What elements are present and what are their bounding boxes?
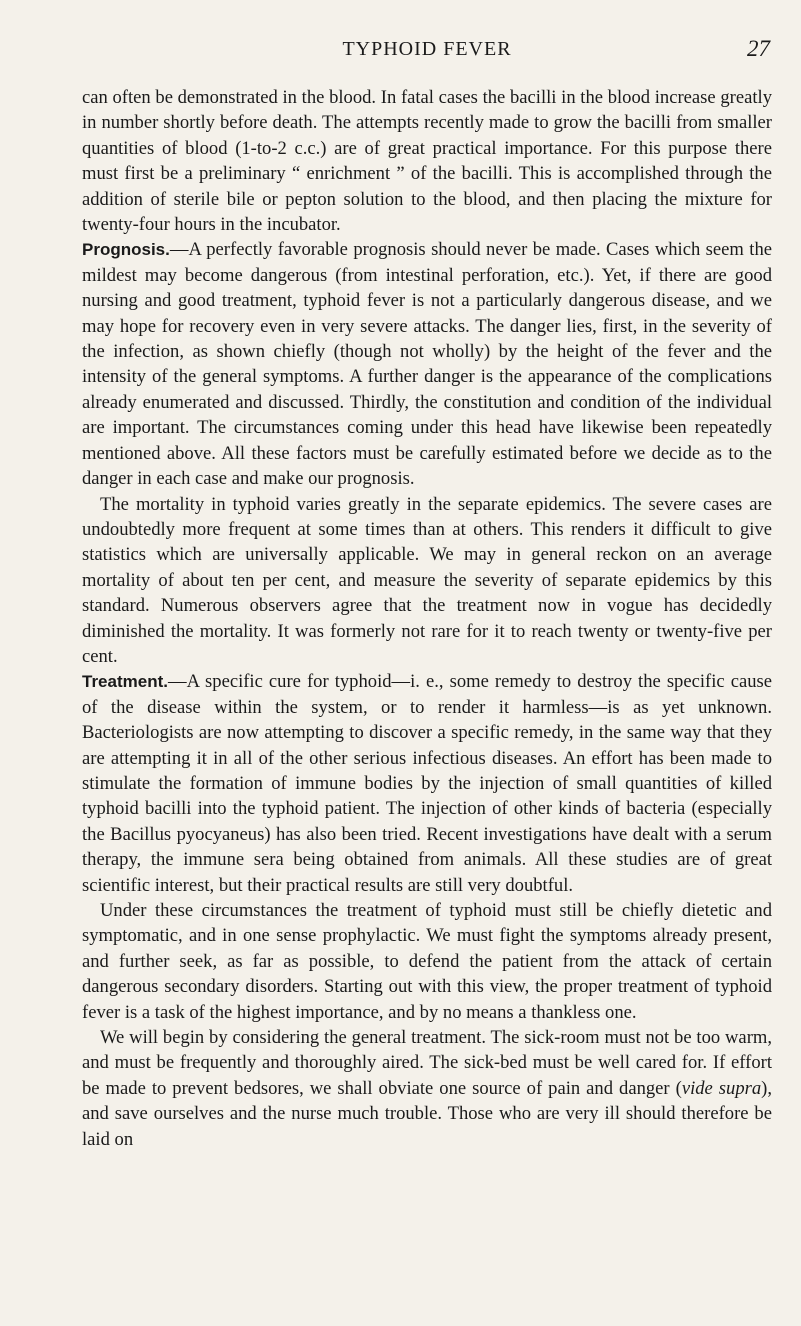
paragraph [82,898,772,1025]
section-heading-prognosis: Prognosis. [82,240,170,260]
page-number: 27 [747,36,770,61]
paragraph [82,1025,772,1152]
paragraph-text: We will begin by considering the general treatment. The sick-room must not be too warm, and must be frequently and thoroughly aired. The sick-bed must be well cared for. If effort be made to prevent bedsores, we shall obviate one source of pain and danger ( [82,1027,772,1099]
paragraph [82,492,772,670]
paragraph-prognosis [82,237,772,491]
paragraph-text: can often be demonstrated in the blood. In fatal cases the bacilli in the blood increase greatly in number shortly before death. The attempts recently made to grow the bacilli from smaller quantities of blood (1-to-2 c.c.) are of great practical importance. For this purpose there must first be a preliminary “ enrichment ” of the bacilli. This is accomplished through the addition of sterile bile or pepton solution to the blood, and then placing the mixture for twenty-four hours in the incubator. [82,87,772,236]
page-header [82,36,772,66]
running-title: TYPHOID FEVER [342,38,512,60]
paragraph-text: Under these circumstances the treatment of typhoid must still be chiefly dietetic and symptomatic, and in one sense prophylactic. We must fight the symptoms already present, and further seek, as far as possible, to defend the patient from the attack of certain dangerous secondary disorders. Starting out with this view, the proper treatment of typhoid fever is a task of the highest importance, and by no means a thankless one. [82,900,772,1023]
body-text [82,85,772,1152]
section-heading-treatment: Treatment. [82,672,168,692]
paragraph [82,85,772,237]
paragraph-text: —A specific cure for typhoid—i. e., some remedy to destroy the specific cause of the disease within the system, or to render it harmless—is as yet unknown. Bacteriologists are now attempting to discover a specific remedy, in the same way that they are attempting it in all of the other serious infectious diseases. An effort has been made to stimulate the formation of immune bodies by the injection of small quantities of killed typhoid bacilli into the typhoid patient. The injection of other kinds of bacteria (especially the Bacillus pyocyaneus) has also been tried. Recent investigations have dealt with a serum therapy, the immune sera being obtained from animals. All these studies are of great scientific interest, but their practical results are still very doubtful. [82,671,772,896]
paragraph-text: ), and save ourselves and the nurse much trouble. Those who are very ill should therefore be laid on [82,1077,772,1150]
italic-phrase: vide supra [681,1077,762,1099]
paragraph-text: The mortality in typhoid varies greatly in the separate epidemics. The severe cases are undoubtedly more frequent at some times than at others. This renders it difficult to give statistics which are universally applicable. We may in general reckon on an average mortality of about ten per cent, and measure the severity of separate epidemics by this standard. Numerous observers agree that the treatment now in vogue has decidedly diminished the mortality. It was formerly not rare for it to reach twenty or twenty-five per cent. [82,493,772,667]
paragraph-treatment [82,669,772,898]
paragraph-text: —A perfectly favorable prognosis should never be made. Cases which seem the mildest may become dangerous (from intestinal perforation, etc.). Yet, if there are good nursing and good treatment, typhoid fever is not a particularly dangerous disease, and we may hope for recovery even in very severe attacks. The danger lies, first, in the severity of the infection, as shown chiefly (though not wholly) by the height of the fever and the intensity of the general symptoms. A further danger is the appearance of the complications already enumerated and discussed. Thirdly, the constitution and condition of the individual are important. The circumstances coming under this head have likewise been repeatedly mentioned above. All these factors must be carefully estimated before we decide as to the danger in each case and make our prognosis. [82,239,772,490]
